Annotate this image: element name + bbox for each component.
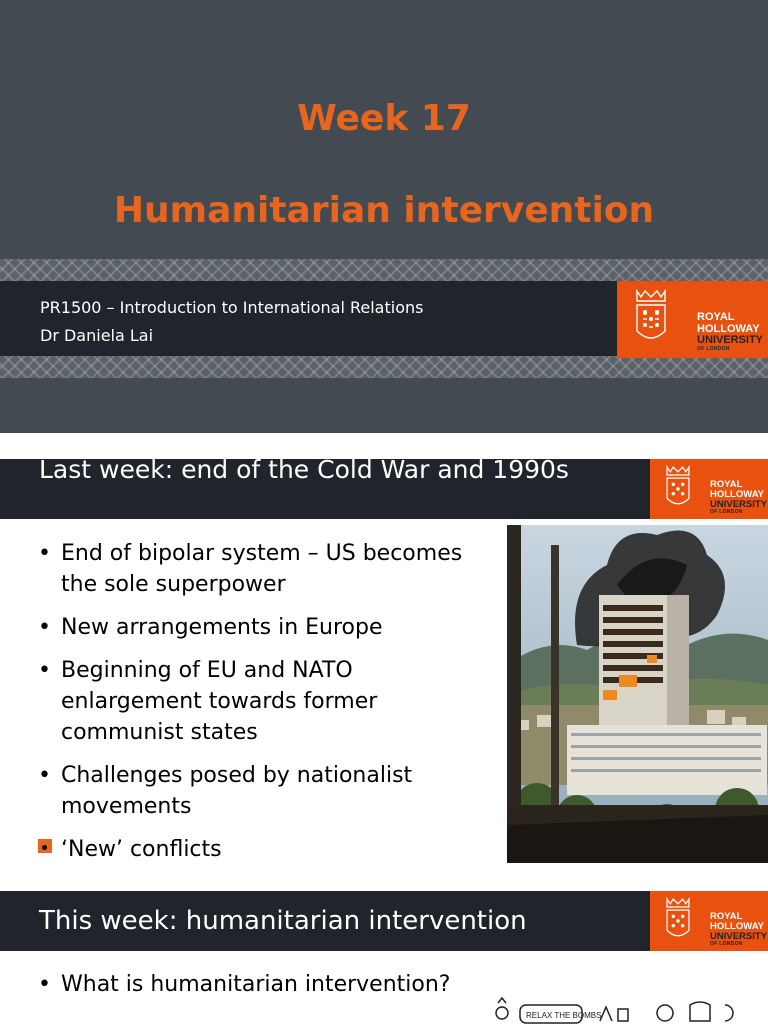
cartoon-image (490, 991, 768, 1024)
logo-line: ROYAL (697, 311, 735, 323)
bullet-list (38, 969, 458, 1012)
logo-line: HOLLOWAY (697, 322, 760, 335)
bullet-square-icon (38, 839, 52, 853)
list-item: • Challenges posed by nationalist movements (38, 763, 413, 819)
burning-building-photo (507, 525, 768, 863)
slide-title: Last week: end of the Cold War and 1990s (39, 459, 569, 484)
list-item: ‘New’ conflicts (38, 834, 498, 863)
decorative-pattern-strip (0, 259, 768, 281)
bullet-list (38, 538, 498, 863)
logo-line: ROYAL (710, 911, 743, 922)
crest-icon (662, 896, 694, 946)
logo-line: OF LONDON (710, 940, 743, 947)
logo-line: UNIVERSITY (710, 498, 768, 510)
logo-line: UNIVERSITY (697, 334, 764, 347)
logo-line: HOLLOWAY (710, 920, 765, 932)
decorative-pattern-strip (0, 356, 768, 378)
crest-icon (662, 464, 694, 514)
slide-header-bar (0, 459, 650, 519)
slide-header-bar (0, 891, 650, 951)
last-week-slide (0, 459, 768, 863)
royal-holloway-logo (617, 281, 768, 358)
logo-line: OF LONDON (697, 345, 730, 352)
course-name: PR1500 – Introduction to International Relations (40, 298, 424, 317)
list-item: • End of bipolar system – US becomes the sole superpower (38, 541, 463, 597)
title-slide (0, 0, 768, 433)
logo-wordmark (697, 312, 763, 352)
crest-icon (631, 287, 671, 351)
slide-week-title: Week 17 (297, 98, 471, 139)
course-info (40, 294, 423, 350)
royal-holloway-logo (650, 459, 768, 519)
lecturer-name: Dr Daniela Lai (40, 326, 154, 345)
slide-subtitle: Humanitarian intervention (113, 190, 655, 231)
cartoon-caption: RELAX THE BOMBS (526, 1011, 602, 1020)
logo-line: HOLLOWAY (710, 488, 765, 500)
logo-wordmark (710, 912, 767, 947)
logo-line: OF LONDON (710, 508, 743, 515)
logo-wordmark (710, 480, 767, 515)
slide-title: This week: humanitarian intervention (39, 906, 527, 936)
logo-line: UNIVERSITY (710, 930, 768, 942)
list-item: • Beginning of EU and NATO enlargement towards former communist states (38, 658, 378, 745)
royal-holloway-logo (650, 891, 768, 951)
list-item: • New arrangements in Europe (38, 615, 383, 640)
list-item: • What is humanitarian intervention? (38, 972, 451, 997)
logo-line: ROYAL (710, 479, 743, 490)
